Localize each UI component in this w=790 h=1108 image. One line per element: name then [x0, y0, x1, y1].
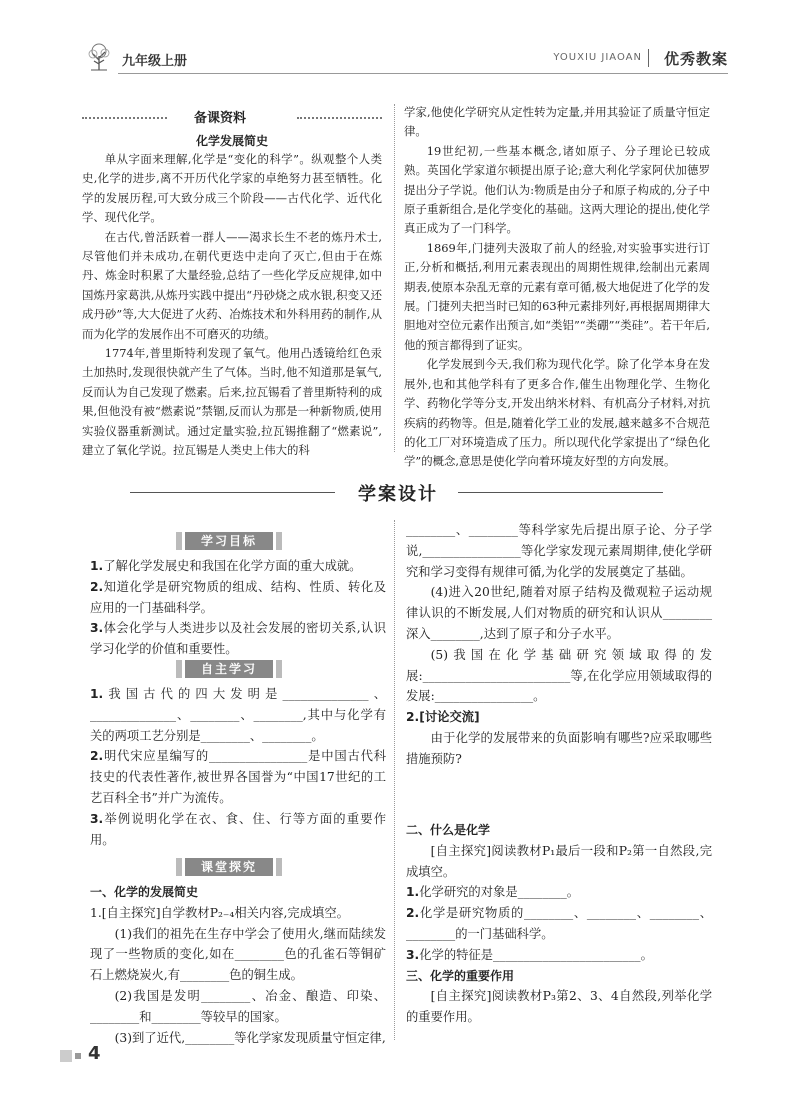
brand-english: YOUXIU JIAOAN — [553, 52, 642, 63]
prep-paragraph: 单从字面来理解,化学是“变化的科学”。纵观整个人类史,化学的进步,离不开历代化学家的卓绝努力甚至牺牲。化学的发展历程,可大致分成三个阶段——古代化学、近代化学、现代化学。 — [82, 152, 382, 225]
goals-list — [90, 556, 386, 660]
prep-paragraph: 1869年,门捷列夫汲取了前人的经验,对实验事实进行订正,分析和概括,利用元素表现出的周期性规律,绘制出元素周期表,使原本杂乱无章的元素有章可循,极大地促进了化学的发展。门捷列夫把当时已知的63种元素排列好,再根据周期律大胆地对空位元素作出预言,如“类铝”“类硼”“类硅”。若干年后,他的预言都得到了证实。 — [404, 240, 710, 352]
section1-item: (2)我国是发明________、冶金、酿造、印染、________和________等较早的国家。 — [90, 988, 386, 1024]
column-divider-bottom — [394, 520, 395, 1040]
rule-right — [458, 492, 663, 493]
footer-square-icon — [60, 1050, 72, 1062]
dotted-rule-right — [297, 117, 382, 119]
prep-title-bar — [82, 107, 382, 127]
section3-text: [自主探究]阅读教材P₃第2、3、4自然段,列举化学的重要作用。 — [406, 989, 712, 1025]
goal-item: 3.体会化学与人类进步以及社会发展的密切关系,认识学习化学的价值和重要性。 — [90, 621, 386, 657]
right-para: ________、________等科学家先后提出原子论、分子学说,________________等化学家发现元素周期律,使化学研究和学习变得有规律可循,为化学的发展奠定了基础。 — [406, 523, 712, 579]
discussion-label: 2.[讨论交流] — [406, 710, 480, 725]
prep-paragraph: 在古代,曾活跃着一群人——渴求长生不老的炼丹术士,尽管他们并未成功,在朝代更迭中走向了灭亡,但由于在炼丹、炼金时积累了大量经验,总结了一些化学反应规律,如中国炼丹家葛洪,从炼丹实践中提出“丹砂烧之成水银,积变又还成丹砂”等,大大促进了火药、冶炼技术和外科用药的制作,从而为化学的发展作出不可磨灭的功绩。 — [82, 229, 382, 341]
page-number: 4 — [88, 1043, 101, 1064]
section1-item: (3)到了近代,________等化学家发现质量守恒定律, — [114, 1030, 386, 1045]
brand-chinese: 优秀教案 — [663, 50, 728, 68]
dotted-rule-left — [82, 117, 167, 119]
section3-heading: 三、化学的重要作用 — [406, 968, 515, 983]
prep-paragraph: 19世纪初,一些基本概念,诸如原子、分子理论已较成熟。英国化学家道尔顿提出原子论;意大利化学家阿伏加德罗提出分子学说。他们认为:物质是由分子和原子构成的,分子中原子重新组合,是化学变化的基础。这两大理论的提出,使化学真正成为了一门科学。 — [404, 143, 710, 236]
prep-paragraph: 1774年,普里斯特利发现了氧气。他用凸透镜给红色汞土加热时,发现很快就产生了气体。当时,他不知道那是氧气,反而认为自己发现了燃素。后来,拉瓦锡看了普里斯特利的成果,但他没有被“燃素说”禁锢,反而认为那是一种新物质,使用实验仪器重新测试。通过定量实验,拉瓦锡推翻了“燃素说”,建立了氧化学说。拉瓦锡是人类史上伟大的科 — [82, 346, 382, 458]
goal-item: 2.知道化学是研究物质的组成、结构、性质、转化及应用的一门基础科学。 — [90, 579, 386, 615]
prep-left-column — [82, 150, 382, 461]
section1-q1: 1.[自主探究]自学教材P₂₋₄相关内容,完成填空。 — [90, 905, 349, 920]
discussion-text: 由于化学的发展带来的负面影响有哪些?应采取哪些措施预防? — [406, 730, 712, 766]
column-divider-top — [394, 104, 395, 452]
right-para: (4)进入20世纪,随着对原子结构及微观粒子运动规律认识的不断发展,人们对物质的研究和认识从________深入________,达到了原子和分子水平。 — [406, 585, 712, 641]
section2-item: 2.化学是研究物质的________、________、________、________的一门基础科学。 — [406, 906, 712, 941]
page-header — [78, 40, 728, 76]
tag-self-study: 自主学习 — [185, 660, 273, 678]
self-study-item: 2.明代宋应星编写的________________是中国古代科技史的代表性著作,被世界各国誉为“中国17世纪的工艺百科全书”并广为流传。 — [90, 749, 386, 805]
self-study-list — [90, 684, 386, 850]
prep-title: 备课资料 — [194, 111, 247, 126]
tag-explore: 课堂探究 — [185, 858, 273, 876]
rule-left — [130, 492, 335, 493]
grade-label: 九年级上册 — [122, 54, 188, 69]
section1-heading: 一、化学的发展简史 — [90, 885, 199, 899]
section2-item: 3.化学的特征是________________________。 — [406, 947, 653, 962]
section2-heading: 二、什么是化学 — [406, 823, 491, 837]
section2-intro: [自主探究]阅读教材P₁最后一段和P₂第一自然段,完成填空。 — [406, 843, 712, 879]
section2 — [406, 820, 712, 1028]
section1-item: (1)我们的祖先在生存中学会了使用火,继而陆续发现了一些物质的变化,如在________色的孔雀石等铜矿石上燃烧炭火,有________色的铜生成。 — [90, 926, 386, 983]
self-study-item: 1.我国古代的四大发明是______________、______________、________、________,其中与化学有关的两项工艺分别是________、________。 — [90, 687, 386, 743]
section1 — [90, 882, 386, 1048]
prep-subtitle: 化学发展简史 — [195, 134, 268, 148]
tag-goals: 学习目标 — [185, 532, 273, 550]
prep-right-column — [404, 103, 710, 472]
footer-small-square-icon — [75, 1053, 81, 1059]
right-column-continuation — [406, 520, 712, 770]
brand-separator — [648, 49, 649, 67]
goal-item: 1.了解化学发展史和我国在化学方面的重大成就。 — [90, 559, 362, 573]
right-para: (5)我国在化学基础研究领域取得的发展:________________________等,在化学应用领域取得的发展:________________。 — [406, 647, 712, 704]
prep-paragraph: 学家,他使化学研究从定性转为定量,并用其验证了质量守恒定律。 — [404, 105, 710, 139]
self-study-item: 3.举例说明化学在衣、食、住、行等方面的重要作用。 — [90, 811, 386, 847]
section2-item: 1.化学研究的对象是________。 — [406, 885, 580, 900]
header-rule — [118, 73, 728, 74]
design-title: 学案设计 — [358, 484, 438, 505]
prep-paragraph: 化学发展到今天,我们称为现代化学。除了化学本身在发展外,也和其他学科有了更多合作,催生出物理化学、生物化学、药物化学等分支,开发出纳米材料、有机高分子材料,对抗疾病的药物等。但是,随着化学工业的发展,越来越多不合规范的化工厂对环境造成了压力。所以现代化学家提出了“绿色化学”的概念,意思是使化学向着环境友好型的方向发展。 — [404, 357, 710, 469]
tree-logo-icon — [84, 42, 114, 72]
design-title-bar — [0, 480, 790, 506]
